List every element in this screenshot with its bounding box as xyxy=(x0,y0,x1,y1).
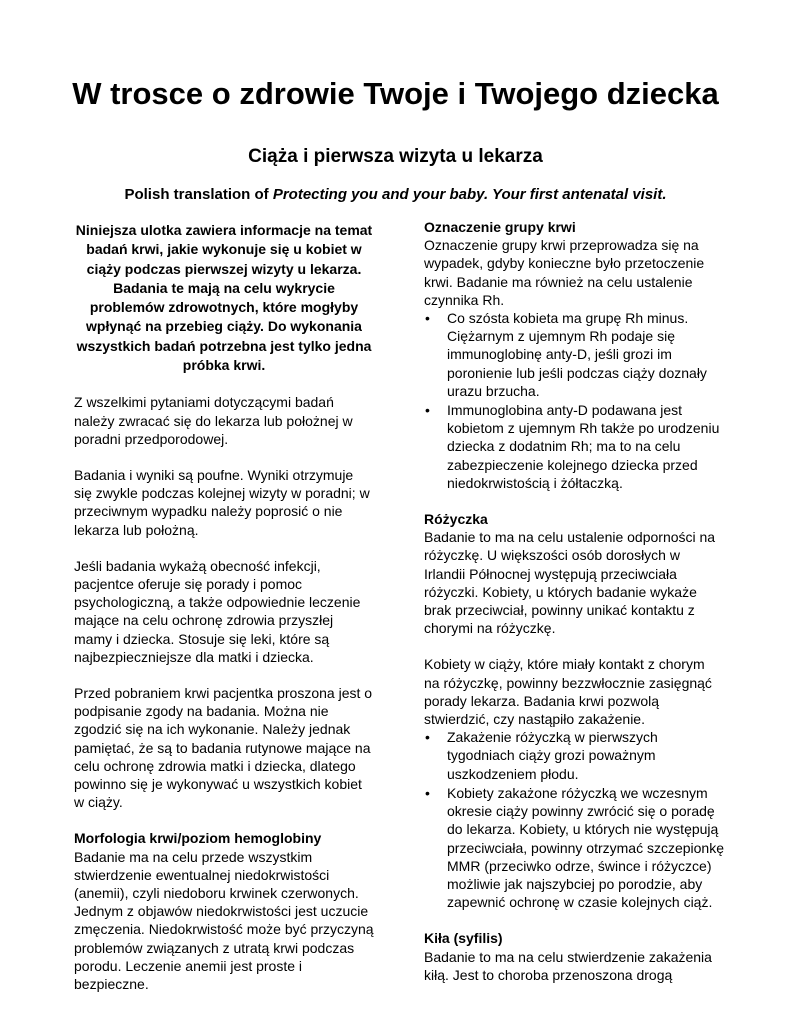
list-item-text: Co szósta kobieta ma grupę Rh minus. Ciężarnym z ujemnym Rh podaje się immunoglobinę anty-D, jeśli grozi im poronienie lub jeśli podczas ciąży doznały urazu brzucha. xyxy=(447,310,707,399)
translation-note xyxy=(40,185,751,205)
questions-paragraph: Z wszelkimi pytaniami dotyczącymi badań należy zwracać się do lekarza lub położnej w poradni przedporodowej. xyxy=(74,394,353,447)
consent-paragraph: Przed pobraniem krwi pacjentka proszona jest o podpisanie zgody na badania. Można nie zgodzić się na ich wykonanie. Należy jednak pamiętać, że są to badania rutynowe mające na celu ochronę zdrowia matki i dziecka, dlatego powinno się je wykonywać u wszystkich kobiet w ciąży. xyxy=(74,685,373,811)
rubella-heading: Różyczka xyxy=(424,511,488,528)
left-column xyxy=(74,218,374,1011)
confidentiality-paragraph: Badania i wyniki są poufne. Wyniki otrzymuje się zwykle podczas kolejnej wizyty w poradni; w przeciwnym wypadku należy poprosić o nie lekarza lub położną. xyxy=(74,466,370,538)
rubella-contact-text: Kobiety w ciąży, które miały kontakt z chorym na różyczkę, powinny bezzwłocznie zasięgnąć porady lekarza. Badania krwi pozwolą stwierdzić, czy nastąpiło zakażenie. xyxy=(424,656,712,728)
bullet-icon: • xyxy=(425,729,430,746)
translation-prefix: Polish translation of xyxy=(124,186,273,203)
list-item xyxy=(424,728,724,783)
intro-paragraph: Niniejsza ulotka zawiera informacje na temat badań krwi, jakie wykonuje się u kobiet w ciąży podczas pierwszej wizyty u lekarza. Badania te mają na celu wykrycie problemów zdrowotnych, które mogłyby wpłynąć na przebieg ciąży. Do wykonania wszystkich badań potrzebna jest tylko jedna próbka krwi. xyxy=(75,222,373,374)
bullet-icon: • xyxy=(425,310,430,327)
rubella-bullet-list xyxy=(424,728,724,911)
syphilis-heading: Kiła (syfilis) xyxy=(424,930,503,947)
list-item xyxy=(424,309,724,400)
list-item-text: Immunoglobina anty-D podawana jest kobietom z ujemnym Rh także po urodzeniu dziecka z dodatnim Rh; ma to na celu zabezpieczenie kolejnego dziecka przed niedokrwistością i żółtaczką. xyxy=(447,402,720,491)
hemoglobin-text: Badanie ma na celu przede wszystkim stwierdzenie ewentualnej niedokrwistości (anemii), czyli niedoboru krwinek czerwonych. Jednym z objawów niedokrwistości jest uczucie zmęczenia. Niedokrwistość może być przyczyną problemów związanych z utratą krwi podczas porodu. Leczenie anemii jest proste i bezpieczne. xyxy=(74,848,374,993)
hemoglobin-heading: Morfologia krwi/poziom hemoglobiny xyxy=(74,830,322,847)
hemoglobin-section xyxy=(74,829,374,993)
blood-group-text: Oznaczenie grupy krwi przeprowadza się na wypadek, gdyby konieczne było przetoczenie krwi. Badanie ma również na celu ustalenie czynnika Rh. xyxy=(424,237,705,308)
page-subtitle: Ciąża i pierwsza wizyta u lekarza xyxy=(248,146,543,167)
blood-group-bullet-list xyxy=(424,309,724,492)
list-item-text: Zakażenie różyczką w pierwszych tygodniach ciąży grozi poważnym uszkodzeniem płodu. xyxy=(447,729,658,782)
rubella-section xyxy=(424,510,724,911)
syphilis-text: Badanie to ma na celu stwierdzenie zakażenia kiłą. Jest to choroba przenoszona drogą xyxy=(424,948,712,983)
blood-group-section xyxy=(424,218,724,492)
page-title: W trosce o zdrowie Twoje i Twojego dziecka xyxy=(72,76,719,111)
bullet-icon: • xyxy=(425,784,430,801)
bullet-icon: • xyxy=(425,402,430,419)
translation-original-title: Protecting you and your baby. Your first antenatal visit. xyxy=(272,186,667,203)
list-item xyxy=(424,401,724,492)
right-column xyxy=(424,218,724,1002)
list-item xyxy=(424,784,724,911)
blood-group-heading: Oznaczenie grupy krwi xyxy=(424,219,576,235)
syphilis-section xyxy=(424,929,724,984)
rubella-text: Badanie to ma na celu ustalenie odporności na różyczkę. U większości osób dorosłych w Irlandii Północnej występują przeciwciała różyczki. Kobiety, u których badanie wykaże brak przeciwciał, powinny unikać kontaktu z chorymi na różyczkę. xyxy=(424,529,716,637)
list-item-text: Kobiety zakażone różyczką we wczesnym okresie ciąży powinny zwrócić się o poradę do lekarza. Kobiety, u których nie występują przeciwciała, powinny otrzymać szczepionkę MMR (przeciwko odrze, śwince i różyczce) możliwie jak najszybciej po porodzie, aby zapewnić ochronę w czasie kolejnych ciąż. xyxy=(447,784,724,911)
infection-paragraph: Jeśli badania wykażą obecność infekcji, pacjentce oferuje się porady i pomoc psychologiczną, a także odpowiednie leczenie mające na celu ochronę zdrowia przyszłej mamy i dziecka. Stosuje się leki, które są najbezpieczniejsze dla matki i dziecka. xyxy=(74,557,361,665)
